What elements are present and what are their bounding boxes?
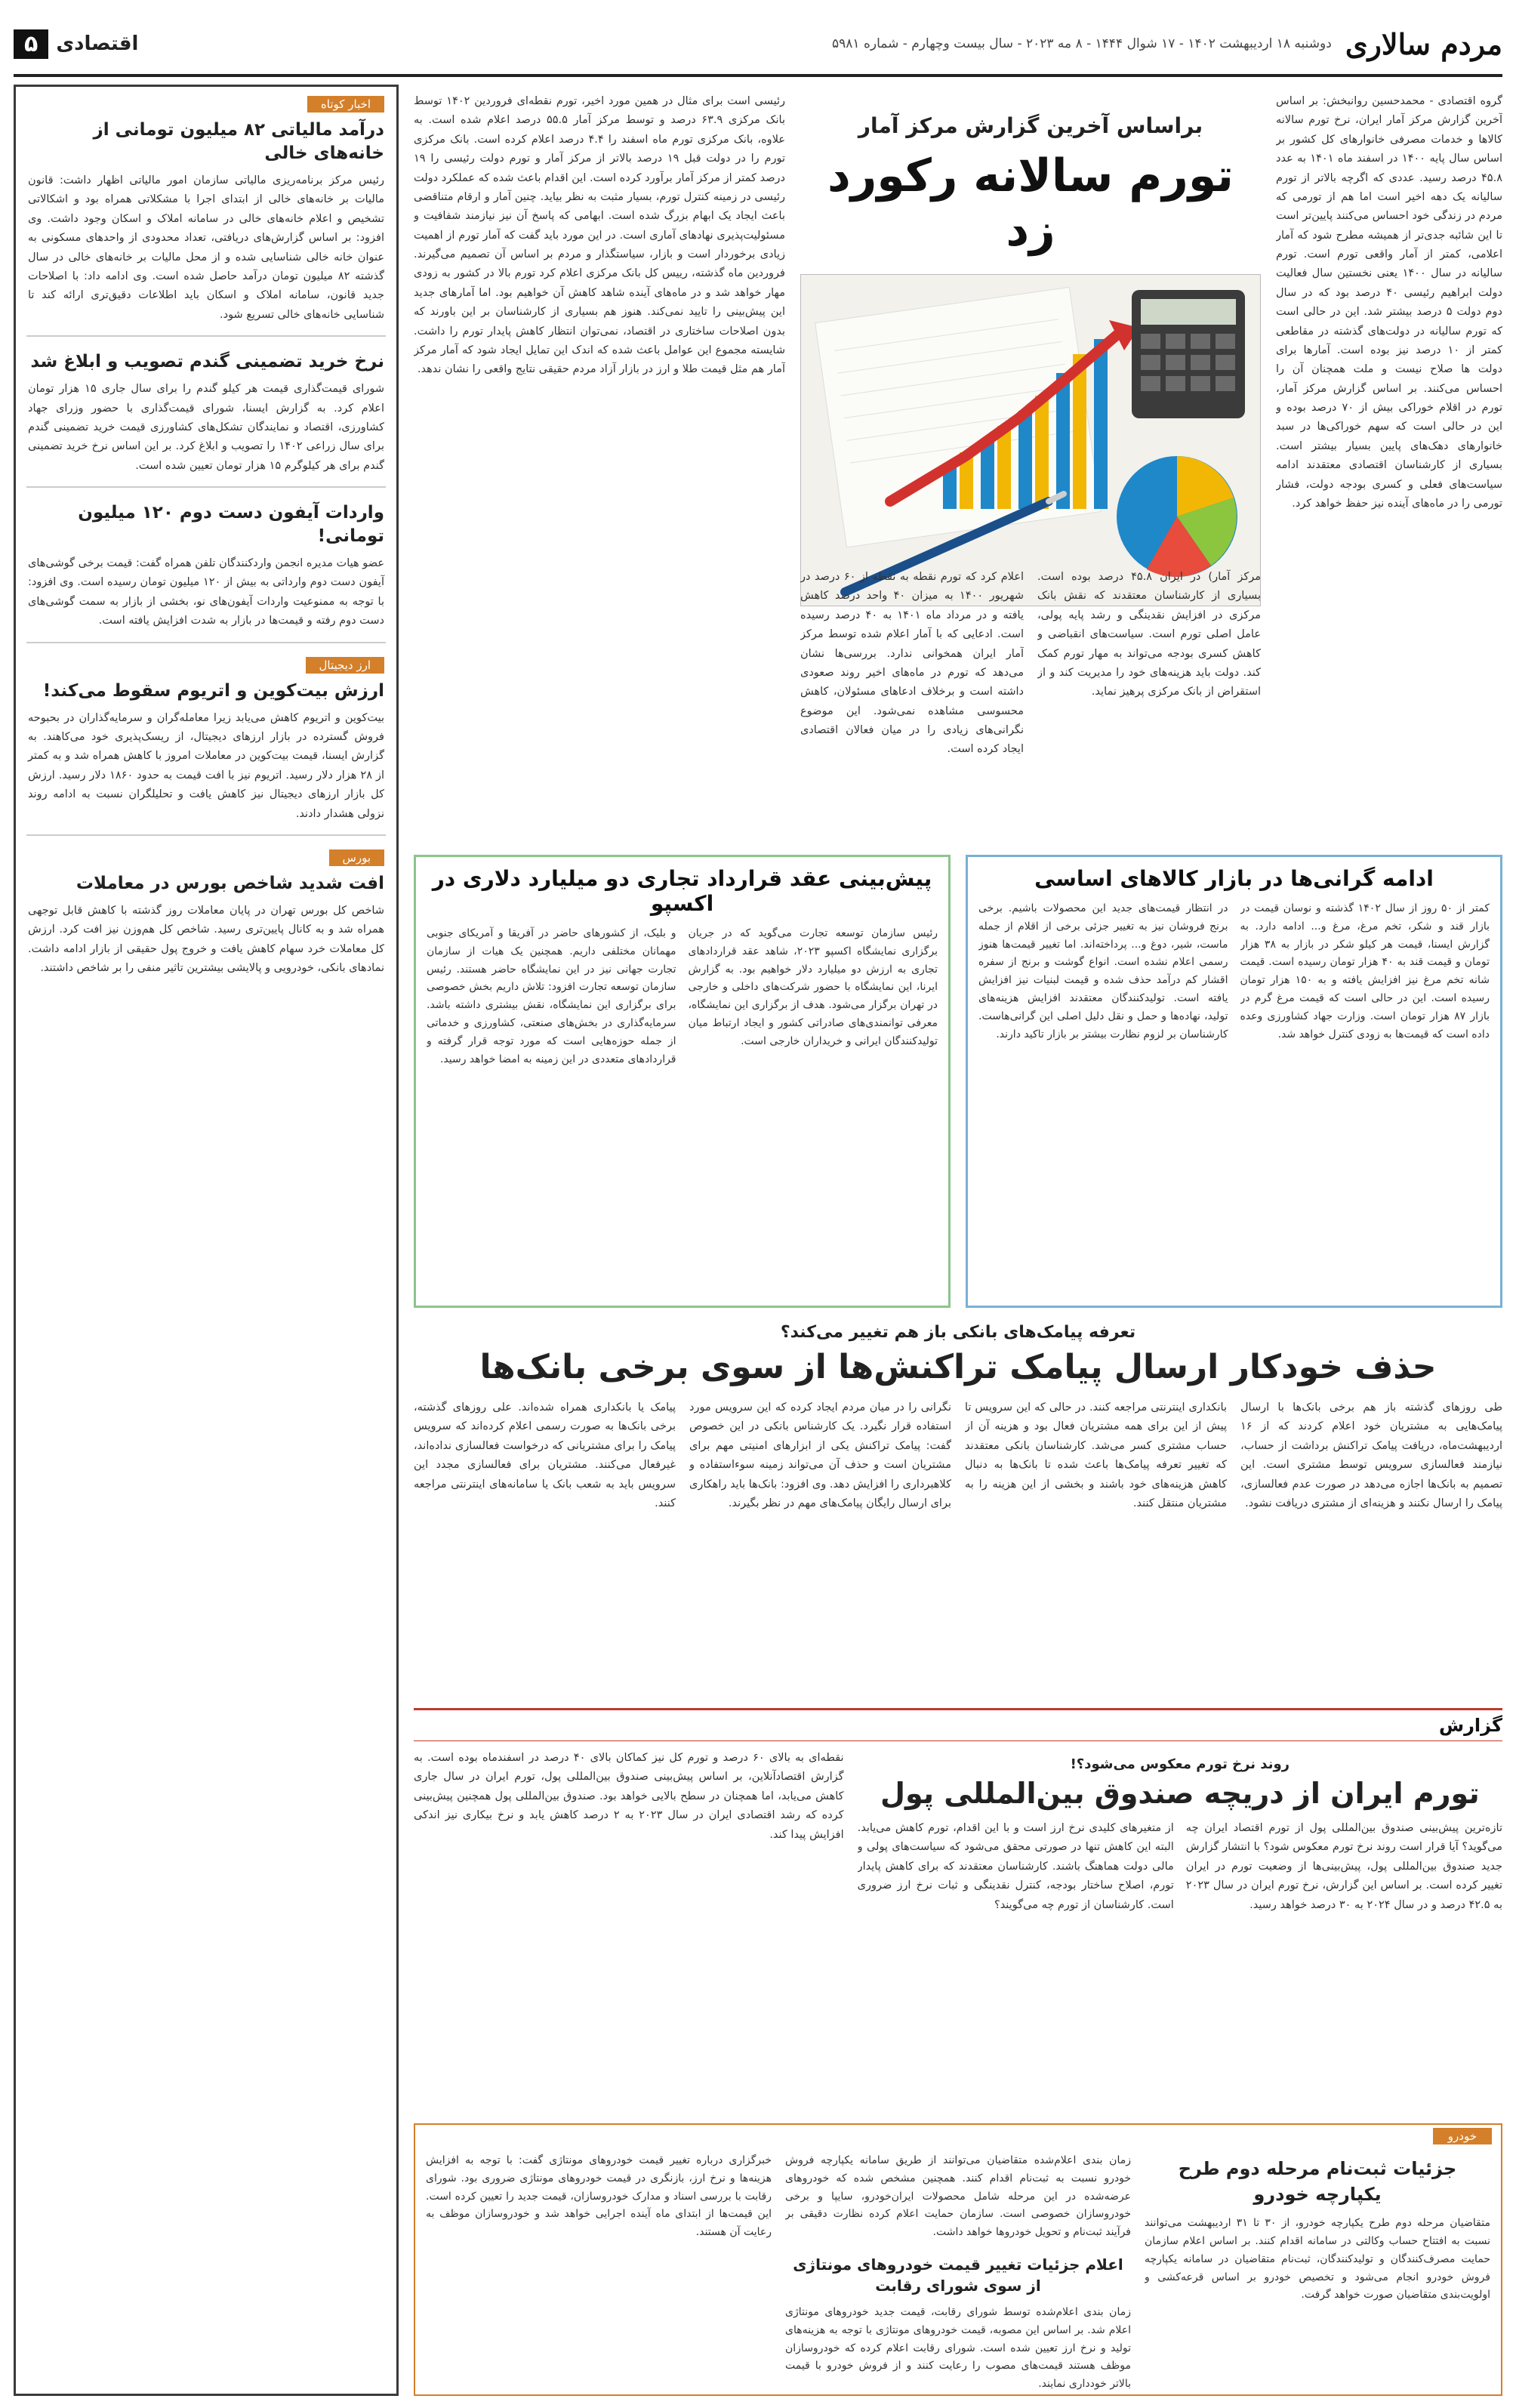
story-col: طی روزهای گذشته باز هم برخی بانک‌ها با ارسال پیامک‌هایی به مشتریان خود اعلام کردند که از ۱۶ اردیبهشت‌ماه، دریافت پیامک تراکنش برداشت از حساب، نیازمند فعالسازی سرویس توسط مشتری است. این تصمیم به بانک‌ها اجازه می‌دهد در صورت عدم فعالسازی، پیامک را ارسال نکنند و هزینه‌ای از مشتری دریافت نشود.	[1240, 1401, 1502, 1509]
section-tag	[14, 29, 138, 59]
report-headline: تورم ایران از دریچه صندوق بین‌المللی پول	[880, 1777, 1480, 1810]
story-col: نگرانی را در میان مردم ایجاد کرده که این سرویس مورد استفاده قرار نگیرد. یک کارشناس بانکی در این خصوص گفت: پیامک تراکنش یکی از ابزارهای امنیتی مهم برای مشتریان است و حذف آن می‌تواند زمینه سوءاستفاده و کلاهبرداری را افزایش دهد. وی افزود: بانک‌ها باید راهکاری برای ارسال رایگان پیامک‌های مهم در نظر بگیرند.	[689, 1401, 951, 1509]
story-col: و بلیک، از کشورهای حاضر در آفریقا و آمریکای جنوبی مهمانان مختلفی داریم. همچنین یک هیات از سازمان تجارت جهانی نیز در این نمایشگاه حاضر هستند. رئیس سازمان توسعه تجارت افزود: تلاش داریم بخش خصوصی برای برگزاری این نمایشگاه، نقش بیشتری داشته باشد. سرمایه‌گذاری در بخش‌های صنعتی، کشاورزی و خدماتی از جمله حوزه‌هایی است که مورد توجه قرار گرفته و قراردادهای متعددی در این زمینه به امضا خواهد رسید.	[427, 927, 676, 1065]
cars-title: اعلام جزئیات تغییر قیمت خودروهای مونتاژی از سوی شورای رقابت	[793, 2255, 1123, 2295]
issue-line: دوشنبه ۱۸ اردیبهشت ۱۴۰۲ - ۱۷ شوال ۱۴۴۴ - ۸ مه ۲۰۲۳ - سال بیست وچهارم - شماره ۵۹۸۱	[832, 36, 1332, 51]
sidebar-tag: بورس	[329, 849, 384, 866]
sidebar-item	[16, 87, 396, 331]
sidebar-item	[16, 341, 396, 482]
cars-section	[414, 2123, 1502, 2396]
cars-text: خبرگزاری درباره تغییر قیمت خودروهای مونتاژی گفت: با توجه به افزایش هزینه‌ها و نرخ ارز، بازنگری در قیمت خودروهای مونتاژی ضروری بود. شورای رقابت با بررسی اسناد و مدارک خودروسازان، قیمت جدید را تعیین کرده است. این قیمت‌ها از ابتدای ماه آینده اجرایی خواهد شد و خودروسازان موظف به رعایت آن هستند.	[426, 2154, 772, 2239]
lead-headline: تورم سالانه رکورد زد	[827, 150, 1234, 257]
story-col: در انتظار قیمت‌های جدید این محصولات باشیم. برخی برنج فروشان نیز به تغییر جزئی برخی از اقلام از جمله ماست، شیر، دوغ و... پرداخته‌اند. اما تغییر قیمت‌ها هنوز رسمی اعلام نشده است. انواع گوشت و برنج از سفره اقشار کم درآمد حذف شده و قیمت لبنیات نیز افزایش یافته است. تولیدکنندگان معتقدند افزایش هزینه‌های تولید، نهاده‌ها و حمل و نقل دلیل اصلی این گرانی‌هاست. کارشناسان بر لزوم نظارت بیشتر بر بازار تاکید دارند.	[978, 902, 1228, 1041]
sidebar-tag: ارز دیجیتال	[306, 657, 384, 674]
sidebar-item-text: شورای قیمت‌گذاری قیمت هر کیلو گندم را برای سال جاری ۱۵ هزار تومان اعلام کرد. به گزارش ایسنا، شورای قیمت‌گذاری با حضور وزرای جهاد کشاورزی، اقتصاد و نمایندگان تشکل‌های کشاورزی قیمت خرید تضمینی گندم برای سال زراعی ۱۴۰۲ را تصویب و ابلاغ کرد. بر این اساس نرخ خرید تضمینی گندم برای هر کیلوگرم ۱۵ هزار تومان تعیین شده است.	[28, 383, 384, 472]
cars-text: زمان بندی اعلام‌شده توسط شورای رقابت، قیمت جدید خودروهای مونتاژی اعلام شد. بر اساس این مصوبه، قیمت خودروهای مونتاژی با توجه به هزینه‌های تولید و نرخ ارز تعیین شده است. شورای رقابت اعلام کرده که خودروسازان موظف هستند قیمت‌های مصوب را رعایت کنند و از فروش خودرو با قیمت بالاتر خودداری نمایند.	[785, 2305, 1131, 2391]
sidebar-item-title: افت شدید شاخص بورس در معاملات	[75, 873, 384, 893]
lead-bottom-col: مرکز آمار) در ایران ۴۵.۸ درصد بوده است. بسیاری از کارشناسان معتقدند که نقش بانک مرکزی در افزایش نقدینگی و رشد پایه پولی، عامل اصلی تورم است. سیاست‌های انقباضی و کاهش کسری بودجه می‌تواند به مهار تورم کمک کند. دولت باید هزینه‌های خود را مدیریت کند و از استقراض از بانک مرکزی پرهیز نماید.	[1037, 571, 1261, 698]
story-col: از متغیرهای کلیدی نرخ ارز است و با این اقدام، تورم کاهش می‌یابد. البته این کاهش تنها در صورتی محقق می‌شود که سیاست‌های پولی و مالی دولت هماهنگ باشند. کارشناسان معتقدند که برای کاهش پایدار تورم، اصلاح ساختار بودجه، کنترل نقدینگی و ثبات نرخ ارز ضروری است. کارشناسان از تورم چه می‌گویند؟	[857, 1822, 1174, 1911]
sidebar-item-title: درآمد مالیاتی ۸۲ میلیون تومانی از خانه‌های خالی	[93, 120, 384, 164]
sidebar-item-title: ارزش بیت‌کوین و اتریوم سقوط می‌کند!	[42, 680, 384, 701]
page-number: ۵	[14, 29, 48, 59]
story-col: بانکداری اینترنتی مراجعه کنند. در حالی که این سرویس تا پیش از این برای همه مشتریان فعال بود و هزینه آن از حساب مشتری کسر می‌شد. کارشناسان بانکی معتقدند که تغییر تعرفه پیامک‌ها باعث شده تا بانک‌ها به دنبال کاهش هزینه‌های خود باشند و بخشی از این هزینه را به مشتریان منتقل کنند.	[965, 1401, 1227, 1509]
sidebar-item-title: نرخ خرید تضمینی گندم تصویب و ابلاغ شد	[30, 352, 384, 372]
cars-col	[426, 2152, 772, 2408]
finance-charts-illustration	[800, 275, 1260, 606]
lead-bottom-col: اعلام کرد که تورم نقطه به نقطه از ۶۰ درصد در شهریور ۱۴۰۰ به میزان ۴۰ واحد درصد کاهش یافته و در مرداد ماه ۱۴۰۱ به ۴۰ درصد رسیده است. ادعایی که با آمار اعلام شده توسط مرکز آمار ایران همخوانی ندارد. بررسی‌ها نشان می‌دهد که تورم در ماه‌های اخیر روند صعودی داشته است و برخلاف ادعاهای مسئولان، کاهش محسوسی مشاهده نمی‌شود. این موضوع نگرانی‌های زیادی را در میان فعالان اقتصادی ایجاد کرده است.	[800, 571, 1024, 756]
lead-photo	[800, 274, 1261, 606]
sms-story	[414, 1323, 1502, 1700]
divider	[26, 335, 386, 337]
report-section	[414, 1708, 1502, 2101]
lead-right-column: گروه اقتصادی - محمدحسین روانبخش: بر اساس آخرین گزارش مرکز آمار ایران، نرخ تورم سالانه کالاها و خدمات مصرفی خانوارهای کل کشور بر اساس سال پایه ۱۴۰۰ در اسفند ماه ۱۴۰۱ به عدد ۴۵.۸ درصد رسید. عددی که اگرچه بالاتر از تورم سالیانه یک دهه اخیر است اما هم از تورمی که مردم در زندگی خود احساس می‌کنند پایین‌تر است تا این شائبه جدی‌تر از همیشه مطرح شود که آمار اعلامی، کمتر از آمار واقعی تورم است. تورم سالیانه در سال ۱۴۰۰ یعنی نخستین سال فعالیت دولت ابراهیم رئیسی ۴۰ درصد بود که در سال دوم دولت ۵ درصد بیشتر شد. این در حالی است که تورم سالیانه در دولت‌های گذشته در مقاطعی کمتر از ۱۰ درصد نیز بوده است. آمارها برای دولت ها صلاح نیست و ملت همچنان آن را احساس می‌کنند. بر اساس گزارش مرکز آمار، تورم در اقلام خوراکی بیش از ۷۰ درصد بوده و این در حالی است که سهم خوراکی‌ها در سبد خانوارهای دهک‌های پایین بسیار بیشتر است. بسیاری از کارشناسان اقتصادی معتقدند ادامه سیاست‌های فعلی و کسری بودجه دولت، فشار تورمی را در ماه‌های آینده نیز حفظ خواهد کرد.	[1276, 95, 1502, 510]
story-expo	[414, 855, 951, 1308]
lead-story	[414, 85, 1502, 843]
sidebar-item	[16, 648, 396, 830]
divider	[26, 834, 386, 836]
sidebar-item-text: شاخص کل بورس تهران در پایان معاملات روز گذشته با کاهش قابل توجهی همراه شد و به کانال پایین‌تری رسید. شاخص کل هم‌وزن نیز افت کرد. ارزش کل معاملات خرد سهام کاهش یافت و خروج پول حقیقی از بازار ادامه داشت. نمادهای بانکی، خودرویی و پالایشی بیشترین تاثیر منفی را بر شاخص داشتند.	[28, 904, 384, 975]
sms-headline: حذف خودکار ارسال پیامک تراکنش‌ها از سوی برخی بانک‌ها	[479, 1348, 1437, 1386]
brand-name: مردم سالاری	[1345, 26, 1502, 61]
story-col: رئیس سازمان توسعه تجارت می‌گوید که در جریان برگزاری نمایشگاه اکسپو ۲۰۲۳، شاهد عقد قراردادهای تجاری به ارزش دو میلیارد دلار خواهیم بود. به گزارش ایرنا، این نمایشگاه با حضور شرکت‌های داخلی و خارجی در تهران برگزار می‌شود. هدف از برگزاری این نمایشگاه، معرفی توانمندی‌های صادراتی کشور و ایجاد ارتباط میان تولیدکنندگان ایرانی و خریداران خارجی است.	[688, 927, 938, 1047]
story-col: کمتر از ۵۰ روز از سال ۱۴۰۲ گذشته و نوسان قیمت در بازار قند و شکر، تخم مرغ، مرغ و... ادامه دارد. به گزارش ایسنا، قیمت هر کیلو شکر در بازار به ۳۸ هزار تومان و قیمت قند به ۴۰ هزار تومان رسیده است. قیمت شانه تخم مرغ نیز افزایش یافته و به ۱۵۰ هزار تومان رسیده است. این در حالی است که قیمت مرغ گرم در بازار ۸۷ هزار تومان است. وزارت جهاد کشاورزی وعده داده است که قیمت‌ها به زودی کنترل خواهد شد.	[1240, 902, 1490, 1041]
boxed-stories-row	[414, 855, 1502, 1308]
sidebar-item-text: بیت‌کوین و اتریوم کاهش می‌یابد زیرا معامله‌گران و سرمایه‌گذاران در بحبوحه فروش گسترده در بازار ارزهای دیجیتال، از ریسک‌پذیری خود می‌کاهند. به گزارش ایسنا، قیمت بیت‌کوین در معاملات امروز با کاهش همراه شد و به کمتر از ۲۸ هزار دلار رسید. اتریوم نیز با افت قیمت به حدود ۱۸۶۰ دلار رسید. ارزش کل بازار ارزهای دیجیتال نیز کاهش یافت و تحلیلگران نسبت به ادامه روند نزولی هشدار دادند.	[28, 711, 384, 820]
cars-text: متقاضیان مرحله دوم طرح یکپارچه خودرو، از ۳۰ تا ۳۱ اردیبهشت می‌توانند نسبت به افتتاح حساب وکالتی در سامانه اقدام کنند. بر اساس اعلام سازمان حمایت مصرف‌کنندگان و تولیدکنندگان، ثبت‌نام متقاضیان در سامانه یکپارچه فروش خودرو انجام می‌شود و تخصیص خودرو بر اساس قرعه‌کشی و اولویت‌بندی متقاضیان صورت خواهد گرفت.	[1145, 2217, 1490, 2302]
section-name: اقتصادی	[56, 32, 139, 55]
story-basic-goods	[966, 855, 1502, 1308]
sidebar-item-text: رئیس مرکز برنامه‌ریزی مالیاتی سازمان امور مالیاتی اظهار داشت: قانون مالیات بر خانه‌های خالی از ابتدای اجرا با مشکلاتی همراه بود و اشکالاتی تشخیص و اعلام خانه‌های خالی در سامانه املاک و اسکان وجود داشت. وی افزود: بر اساس گزارش‌های دریافتی، تعداد محدودی از واحدهای مسکونی به عنوان خانه خالی شناسایی شده و از محل مالیات بر خانه‌های خالی در سال گذشته ۸۲ میلیون تومان درآمد حاصل شده است. وی ادامه داد: با اصلاحات جدید قانون، سامانه املاک و اسکان باید اطلاعات دقیق‌تری ارائه کند تا شناسایی خانه‌های خالی تسریع شود.	[28, 174, 384, 321]
lead-left-column: رئیسی است برای مثال در همین مورد اخیر، تورم نقطه‌ای فروردین ۱۴۰۲ توسط بانک مرکزی ۶۳.۹ درصد و توسط مرکز آمار ۵۵.۵ درصد اعلام شده است. به علاوه، بانک مرکزی تورم ماه اسفند را ۴.۴ درصد اعلام کرده است. بانک مرکزی تورم را در دولت قبل ۱۹ درصد بالاتر از مرکز آمار و تورم دولت رئیسی را ۱۹ درصد کمتر از مرکز آمار برآورد کرده است. این اقدام باعث شده که عملکرد دولت رئیسی در زمینه کنترل تورم، بسیار مثبت به نظر بیاید. چنین آمار و ارقام متناقضی باعث ایجاد یک ابهام بزرگ شده است. ابهامی که پاسخ آن نیز نیازمند شفافیت و مسئولیت‌پذیری نهادهای آماری است. در این مورد باید گفت که آمار تورم از اهمیت زیادی برخوردار است و بازار، سیاستگذار و مردم بر اساس آن تصمیم می‌گیرند. فروردین ماه گذشته، رییس کل بانک مرکزی اعلام کرد تورم بالا در کشور به زودی مهار خواهد شد و در ماه‌های آینده شاهد کاهش آن خواهیم بود. اما آمارهای جدید این پیش‌بینی را تایید نمی‌کند. هنوز هم بسیاری از کارشناسان بر این باورند که بدون اصلاحات ساختاری در اقتصاد، نمی‌توان انتظار کاهش پایدار تورم را داشت. شایسته مجموع این عوامل باعث شده که اندک این تمایل ایجاد شود که آمار مرکز آمار هم مثل قیمت طلا و ارز در بازار آزاد مردم حقیقی نتایج واقعی را نشان ندهد.	[414, 95, 785, 376]
sidebar-item	[16, 492, 396, 637]
story-title: ادامه گرانی‌ها در بازار کالاهای اساسی	[1034, 866, 1434, 891]
cars-title: جزئیات ثبت‌نام مرحله دوم طرح یکپارچه خودرو	[1178, 2158, 1457, 2205]
cars-col	[785, 2152, 1131, 2408]
story-title: پیش‌بینی عقد قرارداد تجاری دو میلیارد دلاری در اکسپو	[432, 866, 932, 916]
story-col: پیامک یا بانکداری همراه شده‌اند. علی روزهای گذشته، برخی بانک‌ها به صورت رسمی اعلام کرده‌اند که سرویس پیامک را برای مشتریانی که درخواست فعالسازی نداده‌اند، غیرفعال می‌کنند. مشتریان برای فعالسازی مجدد این سرویس باید به شعب بانک یا سامانه‌های اینترنتی مراجعه کنند.	[414, 1401, 676, 1509]
cars-text: زمان بندی اعلام‌شده متقاضیان می‌توانند از طریق سامانه یکپارچه فروش خودرو نسبت به ثبت‌نام اقدام کنند. همچنین مشخص شده که خودروهای عرضه‌شده در این مرحله شامل محصولات ایران‌خودرو، سایپا و برخی خودروسازان خصوصی است. سازمان حمایت اعلام کرده نظارت دقیقی بر فرآیند ثبت‌نام و تحویل خودروها خواهد داشت.	[785, 2154, 1131, 2239]
report-kicker: روند نرخ تورم معکوس می‌شود؟!	[1070, 1756, 1290, 1772]
sms-kicker: تعرفه پیامک‌های بانکی باز هم تغییر می‌کند؟	[780, 1323, 1136, 1342]
divider	[26, 486, 386, 488]
report-side-col: نقطه‌ای به بالای ۶۰ درصد و تورم کل نیز کماکان بالای ۴۰ درصد در اسفندماه بوده است. به گزارش اقتصادآنلاین، بر اساس پیش‌بینی صندوق بین‌المللی پول، تورم ایران در سال جاری کاهش می‌یابد، اما همچنان در سطح بالایی خواهد بود. صندوق بین‌المللی پول همچنین پیش‌بینی کرده که رشد اقتصادی ایران در سال ۲۰۲۳ به ۲ درصد کاهش یابد و نرخ بیکاری نیز اندکی افزایش پیدا کند.	[414, 1752, 844, 1841]
report-label: گزارش	[1438, 1715, 1502, 1736]
sidebar-news	[14, 85, 399, 2396]
lead-bottom-columns	[800, 568, 1261, 840]
masthead	[14, 14, 1502, 77]
sidebar-item-text: عضو هیات مدیره انجمن واردکنندگان تلفن همراه گفت: قیمت برخی گوشی‌های آیفون دست دوم وارداتی به بیش از ۱۲۰ میلیون تومان رسیده است. وی افزود: با توجه به ممنوعیت واردات آیفون‌های نو، بخشی از بازار به سمت گوشی‌های دست دوم رفته و قیمت‌ها در بازار به شدت افزایش یافته است.	[28, 557, 384, 627]
story-col: تازه‌ترین پیش‌بینی صندوق بین‌المللی پول از تورم اقتصاد ایران چه می‌گوید؟ آیا قرار است روند نرخ تورم معکوس شود؟ با انتشار گزارش جدید صندوق بین‌المللی پول، پیش‌بینی‌ها از وضعیت تورم در ایران تغییر کرده است. بر اساس این گزارش، نرخ تورم ایران در سال ۲۰۲۳ به ۴۲.۵ درصد و در سال ۲۰۲۴ به ۳۰ درصد خواهد رسید.	[1185, 1822, 1502, 1911]
sidebar-item	[16, 840, 396, 985]
cars-tag: خودرو	[1433, 2128, 1492, 2144]
divider	[26, 642, 386, 643]
main-content	[414, 85, 1502, 2396]
cars-col	[1145, 2152, 1490, 2408]
sidebar-tag: اخبار کوتاه	[307, 96, 384, 113]
lead-center	[800, 92, 1261, 606]
lead-kicker: براساس آخرین گزارش مرکز آمار	[858, 113, 1203, 138]
sidebar-item-title: واردات آیفون دست دوم ۱۲۰ میلیون تومانی!	[78, 503, 384, 547]
brand-block	[832, 27, 1502, 61]
